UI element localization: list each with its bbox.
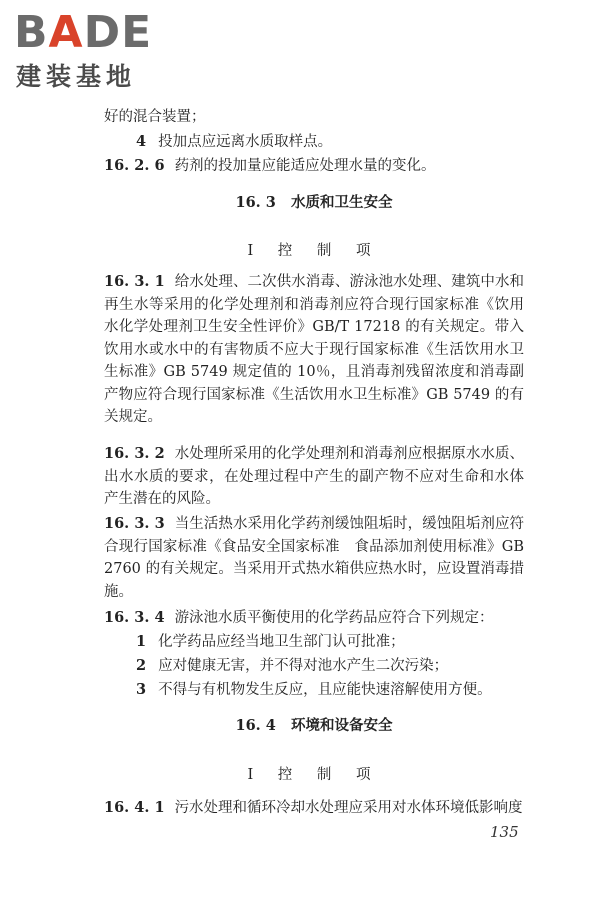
continued-line: 好的混合装置； xyxy=(104,109,206,125)
clause-16-4-1: 16. 4. 1 污水处理和循环冷却水处理应采用对水体环境低影响度 xyxy=(104,799,523,816)
section-heading-16-4: 16. 4 环境和设备安全 xyxy=(235,717,393,734)
clause-16-3-2: 16. 3. 2 水处理所采用的化学处理剂和消毒剂应根据原水水质、出水水质的要求，在处理过程中产生的副产物不应对生命和水体产生潜在的风险。 xyxy=(104,445,524,507)
section-heading-16-3: 16. 3 水质和卫生安全 xyxy=(235,194,393,211)
bade-logo xyxy=(14,7,194,95)
list-item: 2 应对健康无害，并不得对池水产生二次污染； xyxy=(136,657,449,674)
list-item: 1 化学药品应经当地卫生部门认可批准； xyxy=(136,633,405,650)
clause-16-3-1: 16. 3. 1 给水处理、二次供水消毒、游泳池水处理、建筑中水和再生水等采用的化学处理剂和消毒剂应符合现行国家标准《饮用水化学处理剂卫生安全性评价》GB/T 17218 的有关规定。带入饮用水或水中的有害物质不应大于现行国家标准《生活饮用水卫生标准》GB 5749 规定值的 10％，且消毒剂残留浓度和消毒副产物应符合现行国家标准《生活饮用水卫生标准》GB 5749 的有关规定。 xyxy=(104,273,524,425)
clause-16-3-4: 16. 3. 4 游泳池水质平衡使用的化学药品应符合下列规定： xyxy=(104,609,494,626)
page-number: 135 xyxy=(490,823,519,841)
clause-16-2-6: 16. 2. 6 药剂的投加量应能适应处理水量的变化。 xyxy=(104,157,436,174)
list-item: 3 不得与有机物发生反应，且应能快速溶解使用方便。 xyxy=(136,681,492,698)
clause-16-3-3: 16. 3. 3 当生活热水采用化学药剂缓蚀阻垢时，缓蚀阻垢剂应符合现行国家标准《食品安全国家标准 食品添加剂使用标准》GB 2760 的有关规定。当采用开式热水箱供应热水时，应设置消毒措施。 xyxy=(104,515,524,600)
logo-wordmark: BADE xyxy=(14,7,153,58)
logo-subtitle: 建装基地 xyxy=(16,62,137,91)
subheading-control-items: Ⅰ 控 制 项 xyxy=(247,767,381,783)
list-item: 4 投加点应远离水质取样点。 xyxy=(136,133,333,150)
subheading-control-items: Ⅰ 控 制 项 xyxy=(247,243,381,259)
